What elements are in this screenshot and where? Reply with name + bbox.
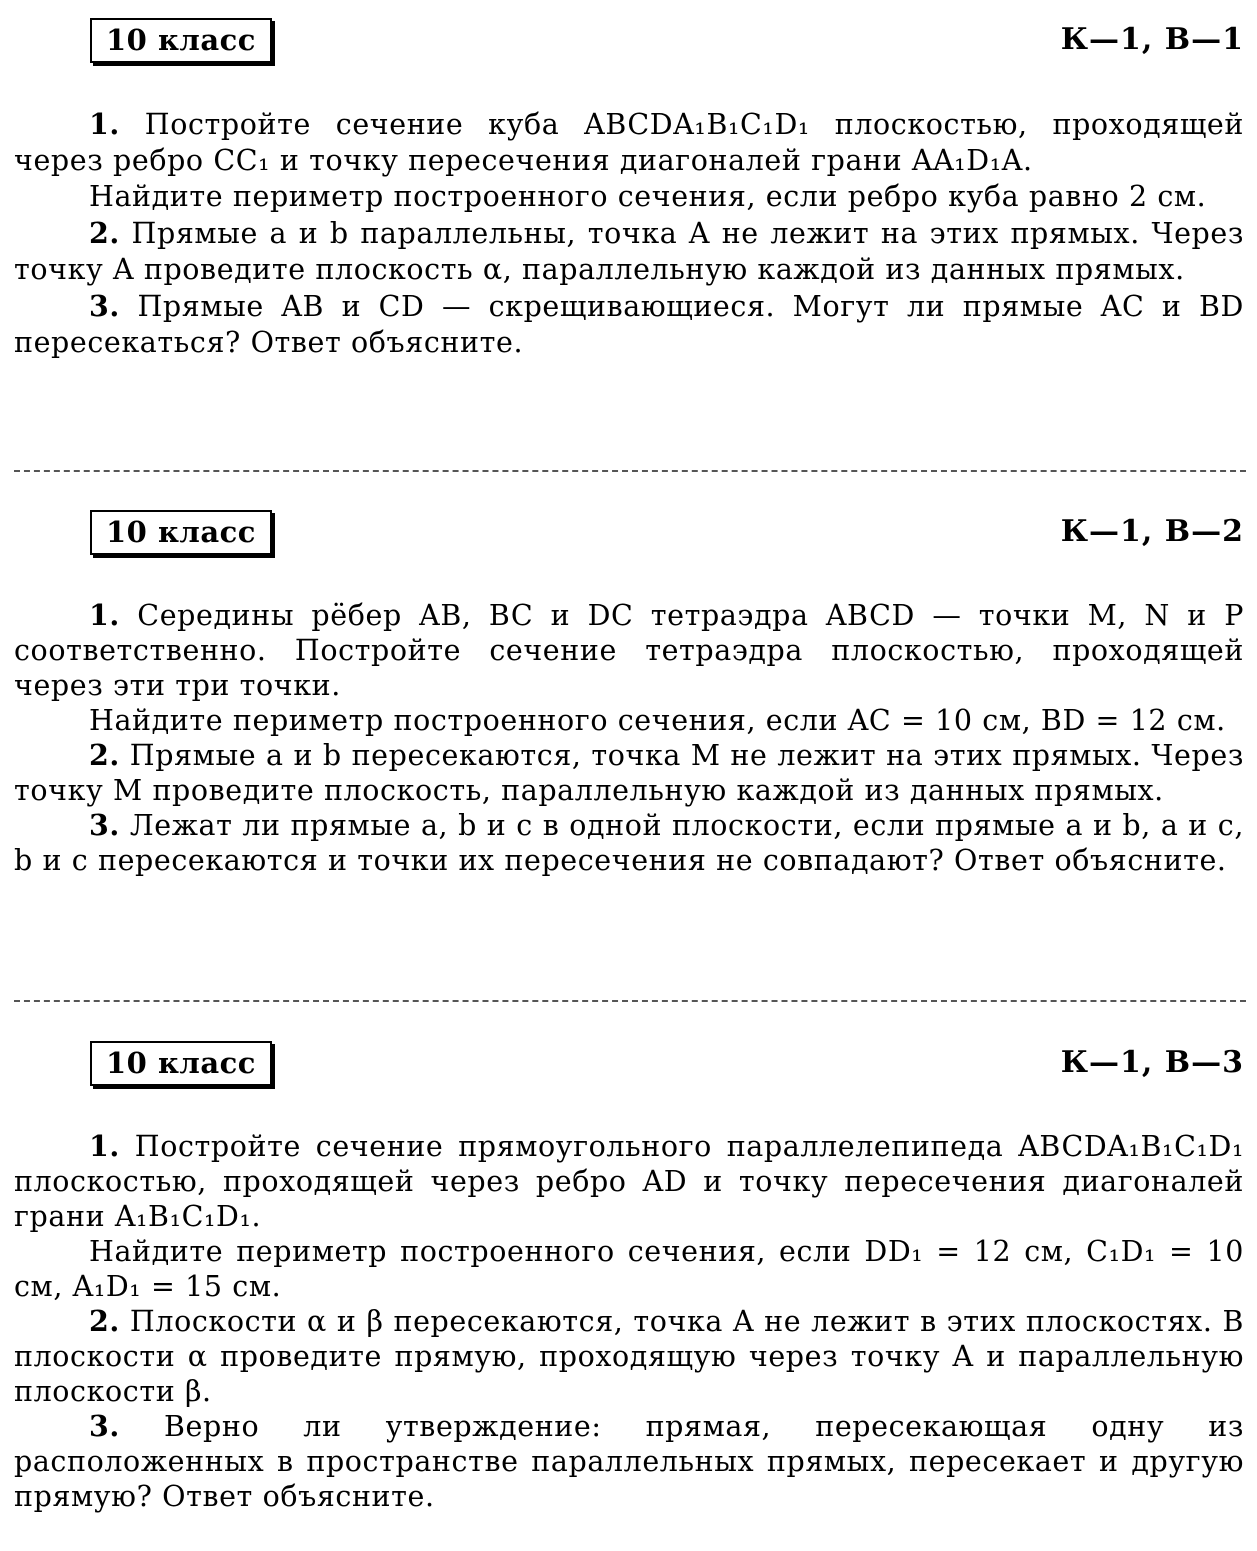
- task-2: [14, 1304, 1244, 1409]
- task-text: Прямые a и b параллельны, точка A не лежит на этих прямых. Через точку A проведите плоскость α, параллельную каждой из данных прямых.: [14, 217, 1244, 286]
- task-text: Верно ли утверждение: прямая, пересекающая одну из расположенных в пространстве параллельных прямых, пересекает и другую прямую? Ответ объясните.: [14, 1410, 1244, 1513]
- task-text: Прямые a и b пересекаются, точка M не лежит на этих прямых. Через точку M проведите плоскость, параллельную каждой из данных прямых.: [14, 739, 1244, 807]
- task-text: Найдите периметр построенного сечения, если AC = 10 см, BD = 12 см.: [89, 704, 1226, 737]
- dashed-cut-line: [14, 470, 1246, 472]
- task-text: Середины рёбер AB, BC и DC тетраэдра ABCD — точки M, N и P соответственно. Постройте сечение тетраэдра плоскостью, проходящей через эти три точки.: [14, 599, 1244, 702]
- task-1: [14, 598, 1244, 703]
- task-3: [14, 1409, 1244, 1514]
- grade-label: 10 класс: [90, 510, 272, 555]
- variant-code: К—1, В—2: [1060, 514, 1244, 549]
- task-number: 3.: [89, 808, 120, 842]
- task-2: [14, 738, 1244, 808]
- task-1: [14, 106, 1244, 179]
- task-1: [14, 1129, 1244, 1234]
- task-number: 2.: [89, 1304, 120, 1338]
- variant-2-card: [14, 510, 1244, 878]
- task-number: 2.: [89, 738, 120, 772]
- task-number: 2.: [89, 216, 120, 250]
- task-list: [14, 1129, 1244, 1514]
- task-1-question: [14, 179, 1244, 215]
- task-3: [14, 808, 1244, 878]
- task-2: [14, 215, 1244, 288]
- task-text: Постройте сечение прямоугольного параллелепипеда ABCDA₁B₁C₁D₁ плоскостью, проходящей через ребро AD и точку пересечения диагоналей грани A₁B₁C₁D₁.: [14, 1130, 1244, 1233]
- dashed-cut-line: [14, 1000, 1246, 1002]
- task-number: 3.: [89, 1409, 120, 1443]
- variant-1-card: [14, 18, 1244, 361]
- variant-header: [14, 18, 1244, 68]
- task-number: 3.: [89, 289, 120, 323]
- task-1-question: [14, 703, 1244, 738]
- task-number: 1.: [89, 107, 120, 141]
- task-number: 1.: [89, 1129, 120, 1163]
- task-text: Найдите периметр построенного сечения, если ребро куба равно 2 см.: [89, 180, 1207, 213]
- grade-label: 10 класс: [90, 18, 272, 63]
- task-text: Лежат ли прямые a, b и c в одной плоскости, если прямые a и b, a и c, b и c пересекаются и точки их пересечения не совпадают? Ответ объясните.: [14, 809, 1244, 877]
- task-text: Постройте сечение куба ABCDA₁B₁C₁D₁ плоскостью, проходящей через ребро CC₁ и точку пересечения диагоналей грани AA₁D₁A.: [14, 108, 1244, 177]
- task-number: 1.: [89, 598, 120, 632]
- task-1-question: [14, 1234, 1244, 1304]
- task-text: Прямые AB и CD — скрещивающиеся. Могут ли прямые AC и BD пересекаться? Ответ объясните.: [14, 290, 1244, 359]
- variant-header: [14, 510, 1244, 560]
- grade-label: 10 класс: [90, 1041, 272, 1086]
- task-text: Найдите периметр построенного сечения, если DD₁ = 12 см, C₁D₁ = 10 см, A₁D₁ = 15 см.: [14, 1235, 1244, 1303]
- variant-3-card: [14, 1041, 1244, 1514]
- variant-code: К—1, В—3: [1060, 1045, 1244, 1080]
- task-text: Плоскости α и β пересекаются, точка A не лежит в этих плоскостях. В плоскости α проведите прямую, проходящую через точку A и параллельную плоскости β.: [14, 1305, 1244, 1408]
- variant-header: [14, 1041, 1244, 1091]
- task-list: [14, 598, 1244, 878]
- variant-code: К—1, В—1: [1060, 22, 1244, 57]
- task-3: [14, 288, 1244, 361]
- task-list: [14, 106, 1244, 361]
